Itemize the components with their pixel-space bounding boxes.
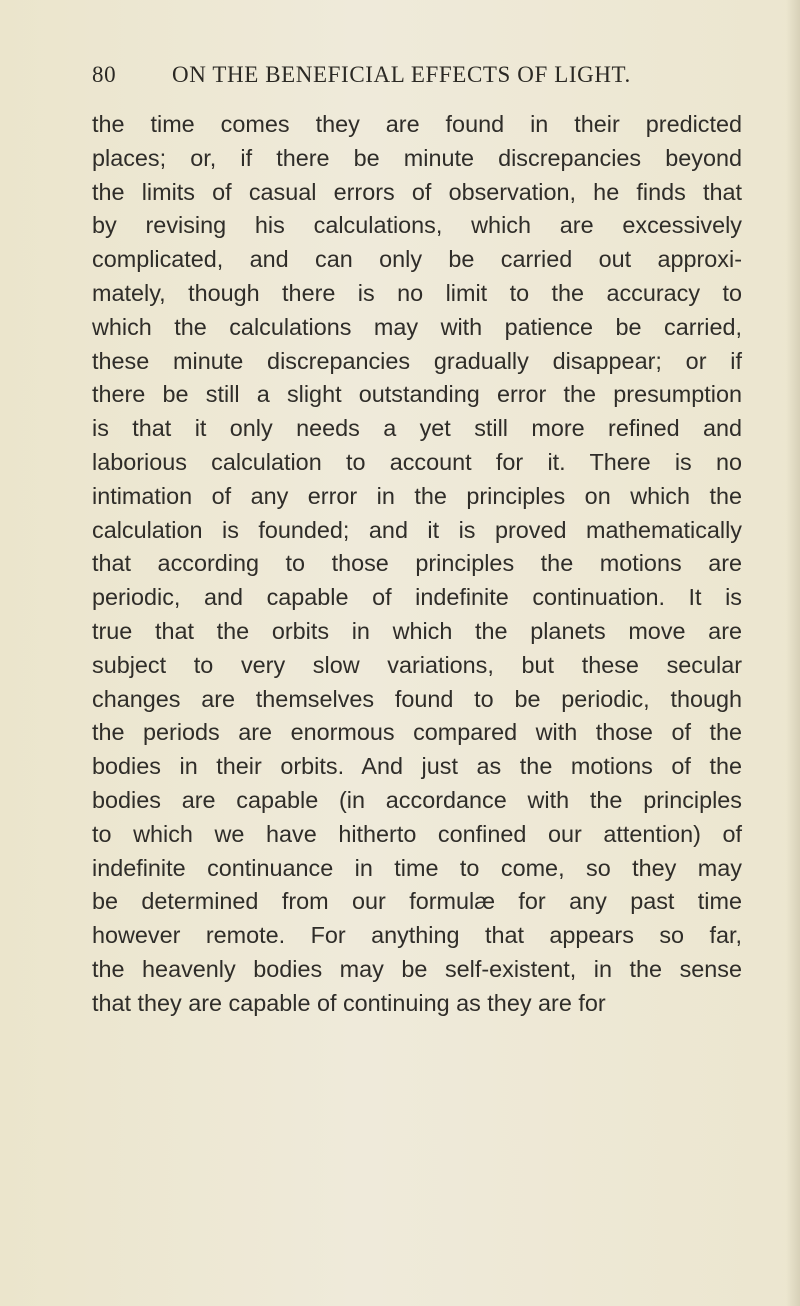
text-line: the limits of casual errors of observation, he finds that (92, 178, 742, 205)
text-line: periodic, and capable of indefinite continuation. It is (92, 584, 742, 611)
text-line: subject to very slow variations, but these secular (92, 651, 742, 678)
text-line: mately, though there is no limit to the accuracy to (92, 279, 742, 306)
running-title: ON THE BENEFICIAL EFFECTS OF LIGHT. (172, 62, 631, 87)
page-number: 80 (92, 62, 117, 87)
text-line: calculation is founded; and it is proved mathematically (92, 516, 742, 543)
text-line: however remote. For anything that appears so far, (92, 922, 742, 949)
text-line: places; or, if there be minute discrepancies beyond (92, 144, 742, 171)
text-line: changes are themselves found to be periodic, though (92, 685, 742, 712)
text-line: the heavenly bodies may be self-existent, in the sense (92, 955, 742, 982)
text-line: indefinite continuance in time to come, so they may (92, 854, 742, 881)
page-edge-shadow (786, 0, 800, 1306)
text-line: bodies are capable (in accordance with the principles (92, 786, 742, 813)
text-line: true that the orbits in which the planets move are (92, 617, 742, 644)
text-line: that according to those principles the motions are (92, 550, 742, 577)
text-line: by revising his calculations, which are excessively (92, 212, 742, 239)
text-line: complicated, and can only be carried out approxi- (92, 246, 742, 273)
text-line: to which we have hitherto confined our attention) of (92, 820, 742, 847)
body-paragraph (92, 108, 742, 1021)
text-line: be determined from our formulæ for any past time (92, 888, 742, 915)
text-line: which the calculations may with patience be carried, (92, 313, 742, 340)
text-line: there be still a slight outstanding error the presumption (92, 381, 742, 408)
text-line: the time comes they are found in their predicted (92, 111, 742, 137)
text-line: bodies in their orbits. And just as the motions of the (92, 753, 742, 780)
text-line: these minute discrepancies gradually disappear; or if (92, 347, 742, 374)
text-line: that they are capable of continuing as they are for (92, 989, 606, 1016)
text-line: the periods are enormous compared with those of the (92, 719, 742, 746)
text-line: is that it only needs a yet still more refined and (92, 415, 742, 442)
running-head (92, 62, 740, 92)
text-line: intimation of any error in the principles on which the (92, 482, 742, 509)
text-line: laborious calculation to account for it. There is no (92, 448, 742, 475)
